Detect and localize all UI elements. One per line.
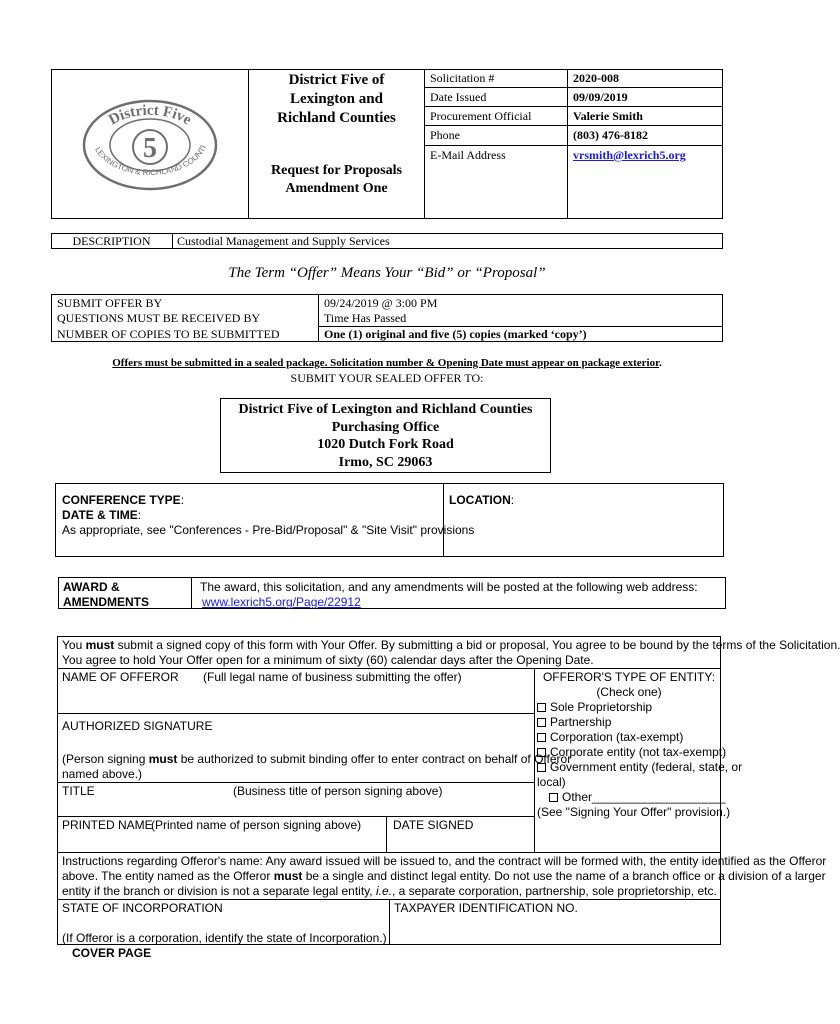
other-entity-checkbox[interactable] — [549, 793, 558, 802]
entity-heading: OFFEROR'S TYPE OF ENTITY: — [542, 670, 716, 684]
instructions-line3-post: , a separate corporation, partnership, sole proprietorship, etc. — [391, 884, 717, 898]
address-line1: District Five of Lexington and Richland Counties — [238, 402, 533, 417]
entity-signing-note: (See "Signing Your Offer" provision.) — [537, 805, 731, 819]
state-incorporation-field[interactable] — [60, 916, 385, 930]
sole-proprietorship-checkbox[interactable] — [537, 703, 546, 712]
org-name-line2: Lexington and — [290, 91, 383, 107]
instructions-line3-pre: entity if the branch or division is not a separate legal entity, — [62, 884, 376, 898]
instructions-line2-must: must — [273, 869, 303, 883]
offeror-name-field[interactable] — [60, 685, 530, 711]
state-incorporation-label: STATE OF INCORPORATION — [62, 901, 223, 915]
description-label: DESCRIPTION — [72, 234, 151, 248]
description-value: Custodial Management and Supply Services — [177, 234, 390, 248]
entity-check-one: (Check one) — [596, 685, 662, 699]
state-incorporation-note: (If Offeror is a corporation, identify the state of Incorporation.) — [62, 931, 387, 945]
org-name-line1: District Five of — [288, 72, 385, 88]
location-colon: : — [510, 493, 515, 507]
title-label: TITLE — [62, 784, 95, 798]
signing-intro — [62, 638, 840, 652]
offeror-name-label: NAME OF OFFEROR — [62, 670, 179, 684]
questions-label: QUESTIONS MUST BE RECEIVED BY — [57, 311, 261, 325]
entity-option-partnership-label: Partnership — [550, 715, 612, 729]
email-link[interactable]: vrsmith@lexrich5.org — [573, 148, 686, 162]
award-text: The award, this solicitation, and any amendments will be posted at the following web address: — [200, 580, 698, 594]
instructions-line2 — [62, 869, 826, 883]
entity-government-cont: local) — [537, 775, 566, 789]
sealed-notice-end: . — [659, 357, 662, 369]
sealed-notice — [51, 357, 723, 370]
date-signed-field[interactable] — [390, 834, 530, 850]
address-line4: Irmo, SC 29063 — [338, 454, 433, 470]
phone-value: (803) 476-8182 — [573, 128, 648, 142]
entity-other-line[interactable]: ____________________ — [592, 790, 726, 804]
taxpayer-id-label: TAXPAYER IDENTIFICATION NO. — [394, 901, 578, 915]
corporate-entity-checkbox[interactable] — [537, 748, 546, 757]
entity-option-corp-exempt-label: Corporation (tax-exempt) — [550, 730, 684, 744]
partnership-checkbox[interactable] — [537, 718, 546, 727]
logo-text-top: District Five — [106, 102, 195, 129]
rfp-title: Request for Proposals — [271, 163, 402, 178]
taxpayer-id-field[interactable] — [392, 916, 717, 942]
entity-option-sole-label: Sole Proprietorship — [550, 700, 653, 714]
instructions-line2-post: be a single and distinct legal entity. Do not use the name of a branch office or a division of a larger — [302, 869, 826, 883]
instructions-line3-ie: i.e. — [375, 884, 392, 898]
printed-name-field[interactable] — [60, 834, 382, 850]
authorized-note-must: must — [148, 752, 178, 766]
conference-note: As appropriate, see "Conferences - Pre-Bid/Proposal" & "Site Visit" provisions — [62, 523, 475, 537]
solicitation-value: 2020-008 — [573, 71, 619, 85]
signing-intro-line2: You agree to hold Your Offer open for a minimum of sixty (60) calendar days after the Opening Date. — [62, 653, 594, 667]
submit-offer-label: SUBMIT OFFER BY — [57, 296, 163, 310]
logo-numeral: 5 — [143, 133, 157, 164]
conference-type-colon: : — [180, 493, 185, 507]
title-hint: (Business title of person signing above) — [233, 784, 443, 798]
date-issued-label: Date Issued — [430, 90, 487, 104]
date-time-colon: : — [137, 508, 142, 522]
date-signed-label: DATE SIGNED — [393, 818, 474, 832]
printed-name-label: PRINTED NAME — [62, 818, 153, 832]
cover-page-label: COVER PAGE — [72, 946, 152, 960]
signing-intro-pre: You — [62, 638, 86, 652]
instructions-line3 — [62, 884, 717, 898]
entity-option-other — [549, 790, 726, 804]
instructions-line1: Instructions regarding Offeror's name: Any award issued will be issued to, and the contract will be formed with, the entity identified as the Offeror — [62, 854, 827, 868]
date-time — [62, 508, 141, 522]
authorized-note-line2: named above.) — [62, 767, 143, 781]
submit-offer-value: 09/24/2019 @ 3:00 PM — [324, 296, 438, 310]
authorized-note-pre: (Person signing — [62, 752, 149, 766]
government-entity-checkbox[interactable] — [537, 763, 546, 772]
title-field[interactable] — [60, 799, 530, 815]
rfp-title-block — [249, 162, 424, 198]
authorized-signature-label: AUTHORIZED SIGNATURE — [62, 719, 213, 733]
conference-type-label: CONFERENCE TYPE — [62, 493, 181, 507]
printed-name-hint: (Printed name of person signing above) — [151, 818, 362, 832]
signing-intro-post: submit a signed copy of this form with Your Offer. By submitting a bid or proposal, You agree to be bound by the terms of the Solicitation. — [114, 638, 840, 652]
entity-option-corp-exempt — [537, 730, 683, 744]
award-url-link[interactable]: www.lexrich5.org/Page/22912 — [202, 595, 361, 609]
corporation-tax-exempt-checkbox[interactable] — [537, 733, 546, 742]
date-issued-value: 09/09/2019 — [573, 90, 628, 104]
questions-value: Time Has Passed — [324, 311, 407, 325]
entity-option-sole — [537, 700, 652, 714]
procurement-official-label: Procurement Official — [430, 109, 532, 123]
district-logo — [80, 95, 220, 195]
address-box — [220, 398, 551, 473]
phone-label: Phone — [430, 128, 460, 142]
solicitation-label: Solicitation # — [430, 71, 495, 85]
date-time-label: DATE & TIME — [62, 508, 138, 522]
authorized-note-post: be authorized to submit binding offer to enter contract on behalf of Offeror — [177, 752, 572, 766]
entity-option-corp-nonexempt-label: Corporate entity (not tax-exempt) — [550, 745, 727, 759]
sealed-notice-text: Offers must be submitted in a sealed package. Solicitation number & Opening Date must appear on package exterior — [112, 357, 659, 369]
authorized-signature-field[interactable] — [60, 734, 530, 750]
entity-option-government — [537, 760, 742, 774]
conference-type — [62, 493, 184, 507]
org-name — [249, 71, 424, 128]
authorized-note — [62, 752, 571, 766]
org-name-line3: Richland Counties — [277, 110, 396, 126]
copies-value: One (1) original and five (5) copies (marked ‘copy’) — [324, 327, 587, 341]
offer-term-note: The Term “Offer” Means Your “Bid” or “Proposal” — [228, 265, 546, 281]
procurement-official-value: Valerie Smith — [573, 109, 643, 123]
entity-option-government-label: Government entity (federal, state, or — [550, 760, 743, 774]
logo-text-bottom: LEXINGTON & RICHLAND COUNTI — [93, 143, 208, 178]
submit-to-label: SUBMIT YOUR SEALED OFFER TO: — [290, 371, 484, 385]
address-line3: 1020 Dutch Fork Road — [317, 437, 454, 452]
entity-option-other-label: Other — [562, 790, 593, 804]
location — [449, 493, 514, 507]
award-label-line1: AWARD & — [63, 580, 120, 594]
email-label: E-Mail Address — [430, 148, 506, 162]
offeror-name-hint: (Full legal name of business submitting the offer) — [203, 670, 462, 684]
entity-option-partnership — [537, 715, 611, 729]
entity-option-corp-nonexempt — [537, 745, 726, 759]
instructions-line2-pre: above. The entity named as the Offeror — [62, 869, 274, 883]
award-label-line2: AMENDMENTS — [63, 595, 149, 609]
address-line2: Purchasing Office — [331, 419, 440, 435]
signing-intro-must: must — [85, 638, 115, 652]
location-label: LOCATION — [449, 493, 511, 507]
copies-label: NUMBER OF COPIES TO BE SUBMITTED — [57, 327, 280, 341]
amendment-title: Amendment One — [285, 181, 388, 196]
